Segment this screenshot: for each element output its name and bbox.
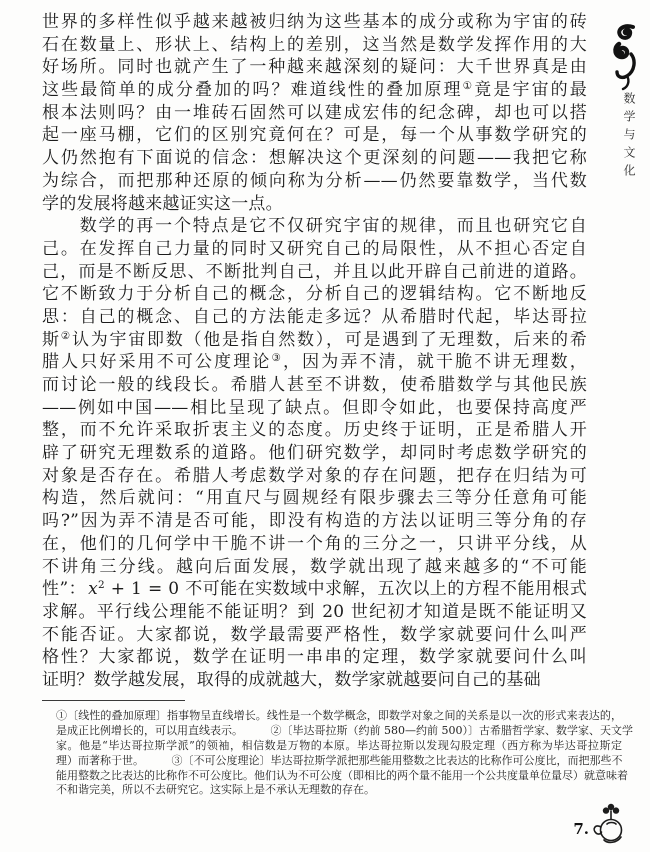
footnote-line: 理）而著称于世。 ③〔不可公度理论〕毕达哥拉斯学派把那些能用整数之比表达的比称作可公度比，而把那些不 xyxy=(56,753,623,767)
text-line xyxy=(42,351,587,374)
math-expression: + 1 = 0 xyxy=(104,579,186,600)
text-line: 己。在发挥自己力量的同时又研究自己的局限性，从不担心否定自 xyxy=(42,238,587,259)
text-line: 求解。平行线公理能不能证明？到 20 世纪初才知道是既不能证明又 xyxy=(42,601,587,622)
main-text-block xyxy=(42,11,587,692)
text-line: 构造，然后就问：“用直尺与圆规经有限步骤去三等分任意角可能 xyxy=(42,488,587,509)
text-line: 数学的再一个特点是它不仅研究宇宙的规律，而且也研究它自 xyxy=(42,216,587,237)
text-segment: ，因为弄不清，就干脆不讲无理数， xyxy=(283,352,588,373)
text-segment: 腊人只好采用不可公度理论 xyxy=(42,352,272,373)
text-line: 思：自己的概念、自己的方法能走多远？从希腊时代起，毕达哥拉 xyxy=(42,306,587,327)
text-segment: 不可能在实数域中求解，五次以上的方程不能用根式 xyxy=(185,579,587,600)
footnote-line: 能用整数之比表达的比称作不可公度比。他们认为不可公度（即相比的两个量不能用一个公共度量单位量尽）就意味着 xyxy=(56,768,628,782)
text-line: 它不断致力于分析自己的概念，分析自己的逻辑结构。它不断地反 xyxy=(42,284,587,305)
top-ornament-icon xyxy=(609,24,641,94)
text-line: 辟了研究无理数系的道路。他们研究数学，却同时考虑数学研究的 xyxy=(42,443,587,464)
text-line: 吗?”因为弄不清是否可能，即没有构造的方法以证明三等分角的存 xyxy=(42,511,587,532)
footnote-ref-3: ③ xyxy=(271,352,283,365)
text-line: 而讨论一般的线段长。希腊人甚至不讲数，使希腊数学与其他民族 xyxy=(42,375,587,395)
text-line: 根本法则吗？由一堆砖石固然可以建成宏伟的纪念碑，却也可以搭 xyxy=(42,102,587,123)
text-line: 在，他们的几何学中干脆不讲一个角的三分之一，只讲平分线，从 xyxy=(42,533,587,554)
text-line: 世界的多样性似乎越来越被归纳为这些基本的成分或称为宇宙的砖 xyxy=(42,12,587,32)
text-line xyxy=(42,578,587,601)
text-line: 对象是否存在。希腊人考虑数学对象的存在问题，把存在归结为可 xyxy=(42,465,587,486)
text-segment: 这些最简单的成分叠加的吗？难道线性的叠加原理 xyxy=(42,80,463,101)
footnote-line: 家。他是“毕达哥拉斯学派”的领袖，相信数是万物的本原。毕达哥拉斯以发现勾股定理（西方称为毕达哥拉斯定 xyxy=(56,738,622,752)
text-segment: 竟是宇宙的最 xyxy=(474,80,588,101)
math-exponent: 2 xyxy=(97,579,105,592)
footnote-separator xyxy=(42,700,185,701)
text-line xyxy=(42,79,587,102)
footnote-line: 不和谐完美，所以不去研究它。这实际上是不承认无理数的存在。 xyxy=(56,783,375,797)
text-line: 整，而不允许采取折衷主义的态度。历史终于证明，正是希腊人开 xyxy=(42,420,587,441)
margin-book-title: 数学与文化 xyxy=(622,92,636,182)
text-line: 好场所。同时也就产生了一种越来越深刻的疑问：大千世界真是由 xyxy=(42,57,587,78)
text-line: 己，而是不断反思、不断批判自己，并且以此开辟自己前进的道路。 xyxy=(42,261,587,282)
footnote-ref-2: ② xyxy=(60,329,72,342)
text-segment: 认为宇宙即数（他是指自然数），可是遇到了无理数，后来的希 xyxy=(71,329,587,350)
text-line: 格性？大家都说，数学在证明一串串的定理，数学家就要问什么叫 xyxy=(42,647,587,668)
text-line xyxy=(42,329,587,352)
footnote-line: 是成正比例增长的，可以用直线表示。 ②〔毕达哥拉斯（约前 580—约前 500）〕古希腊哲学家、数学家、天文学 xyxy=(56,723,633,737)
page-number: 7. xyxy=(573,820,589,838)
text-line: 不讲角三分线。越向后面发展，数学就出现了越来越多的“不可能 xyxy=(42,556,587,577)
text-line: 不能否证。大家都说，数学最需要严格性，数学家就要问什么叫严 xyxy=(42,624,587,645)
footer-ornament-icon xyxy=(590,802,628,846)
math-variable: x xyxy=(88,579,98,600)
text-segment: 斯 xyxy=(42,329,61,350)
text-line: 证明？数学越发展，取得的成就越大，数学家就越要问自己的基础 xyxy=(42,669,541,690)
text-segment: 性”： xyxy=(42,579,87,600)
text-line: 石在数量上、形状上、结构上的差别，这当然是数学发挥作用的大 xyxy=(42,34,587,55)
footnotes-block xyxy=(56,709,633,798)
footnote-ref-1: ① xyxy=(462,80,475,93)
text-line: 学的发展将越来越证实这一点。 xyxy=(42,193,283,214)
text-line: 起一座马棚，它们的区别究竟何在？可是，每一个从事数学研究的 xyxy=(42,125,587,146)
text-line: ——例如中国——相比呈现了缺点。但即令如此，也要保持高度严 xyxy=(42,397,587,418)
text-line: 人仍然抱有下面说的信念：想解决这个更深刻的问题——我把它称 xyxy=(42,148,587,169)
text-line: 为综合，而把那种还原的倾向称为分析——仍然要靠数学，当代数 xyxy=(42,170,587,191)
page-footer xyxy=(573,802,628,846)
footnote-line: ①〔线性的叠加原理〕指事物呈直线增长。线性是一个数学概念，即数学对象之间的关系是以一次的形式来表达的， xyxy=(56,709,622,722)
